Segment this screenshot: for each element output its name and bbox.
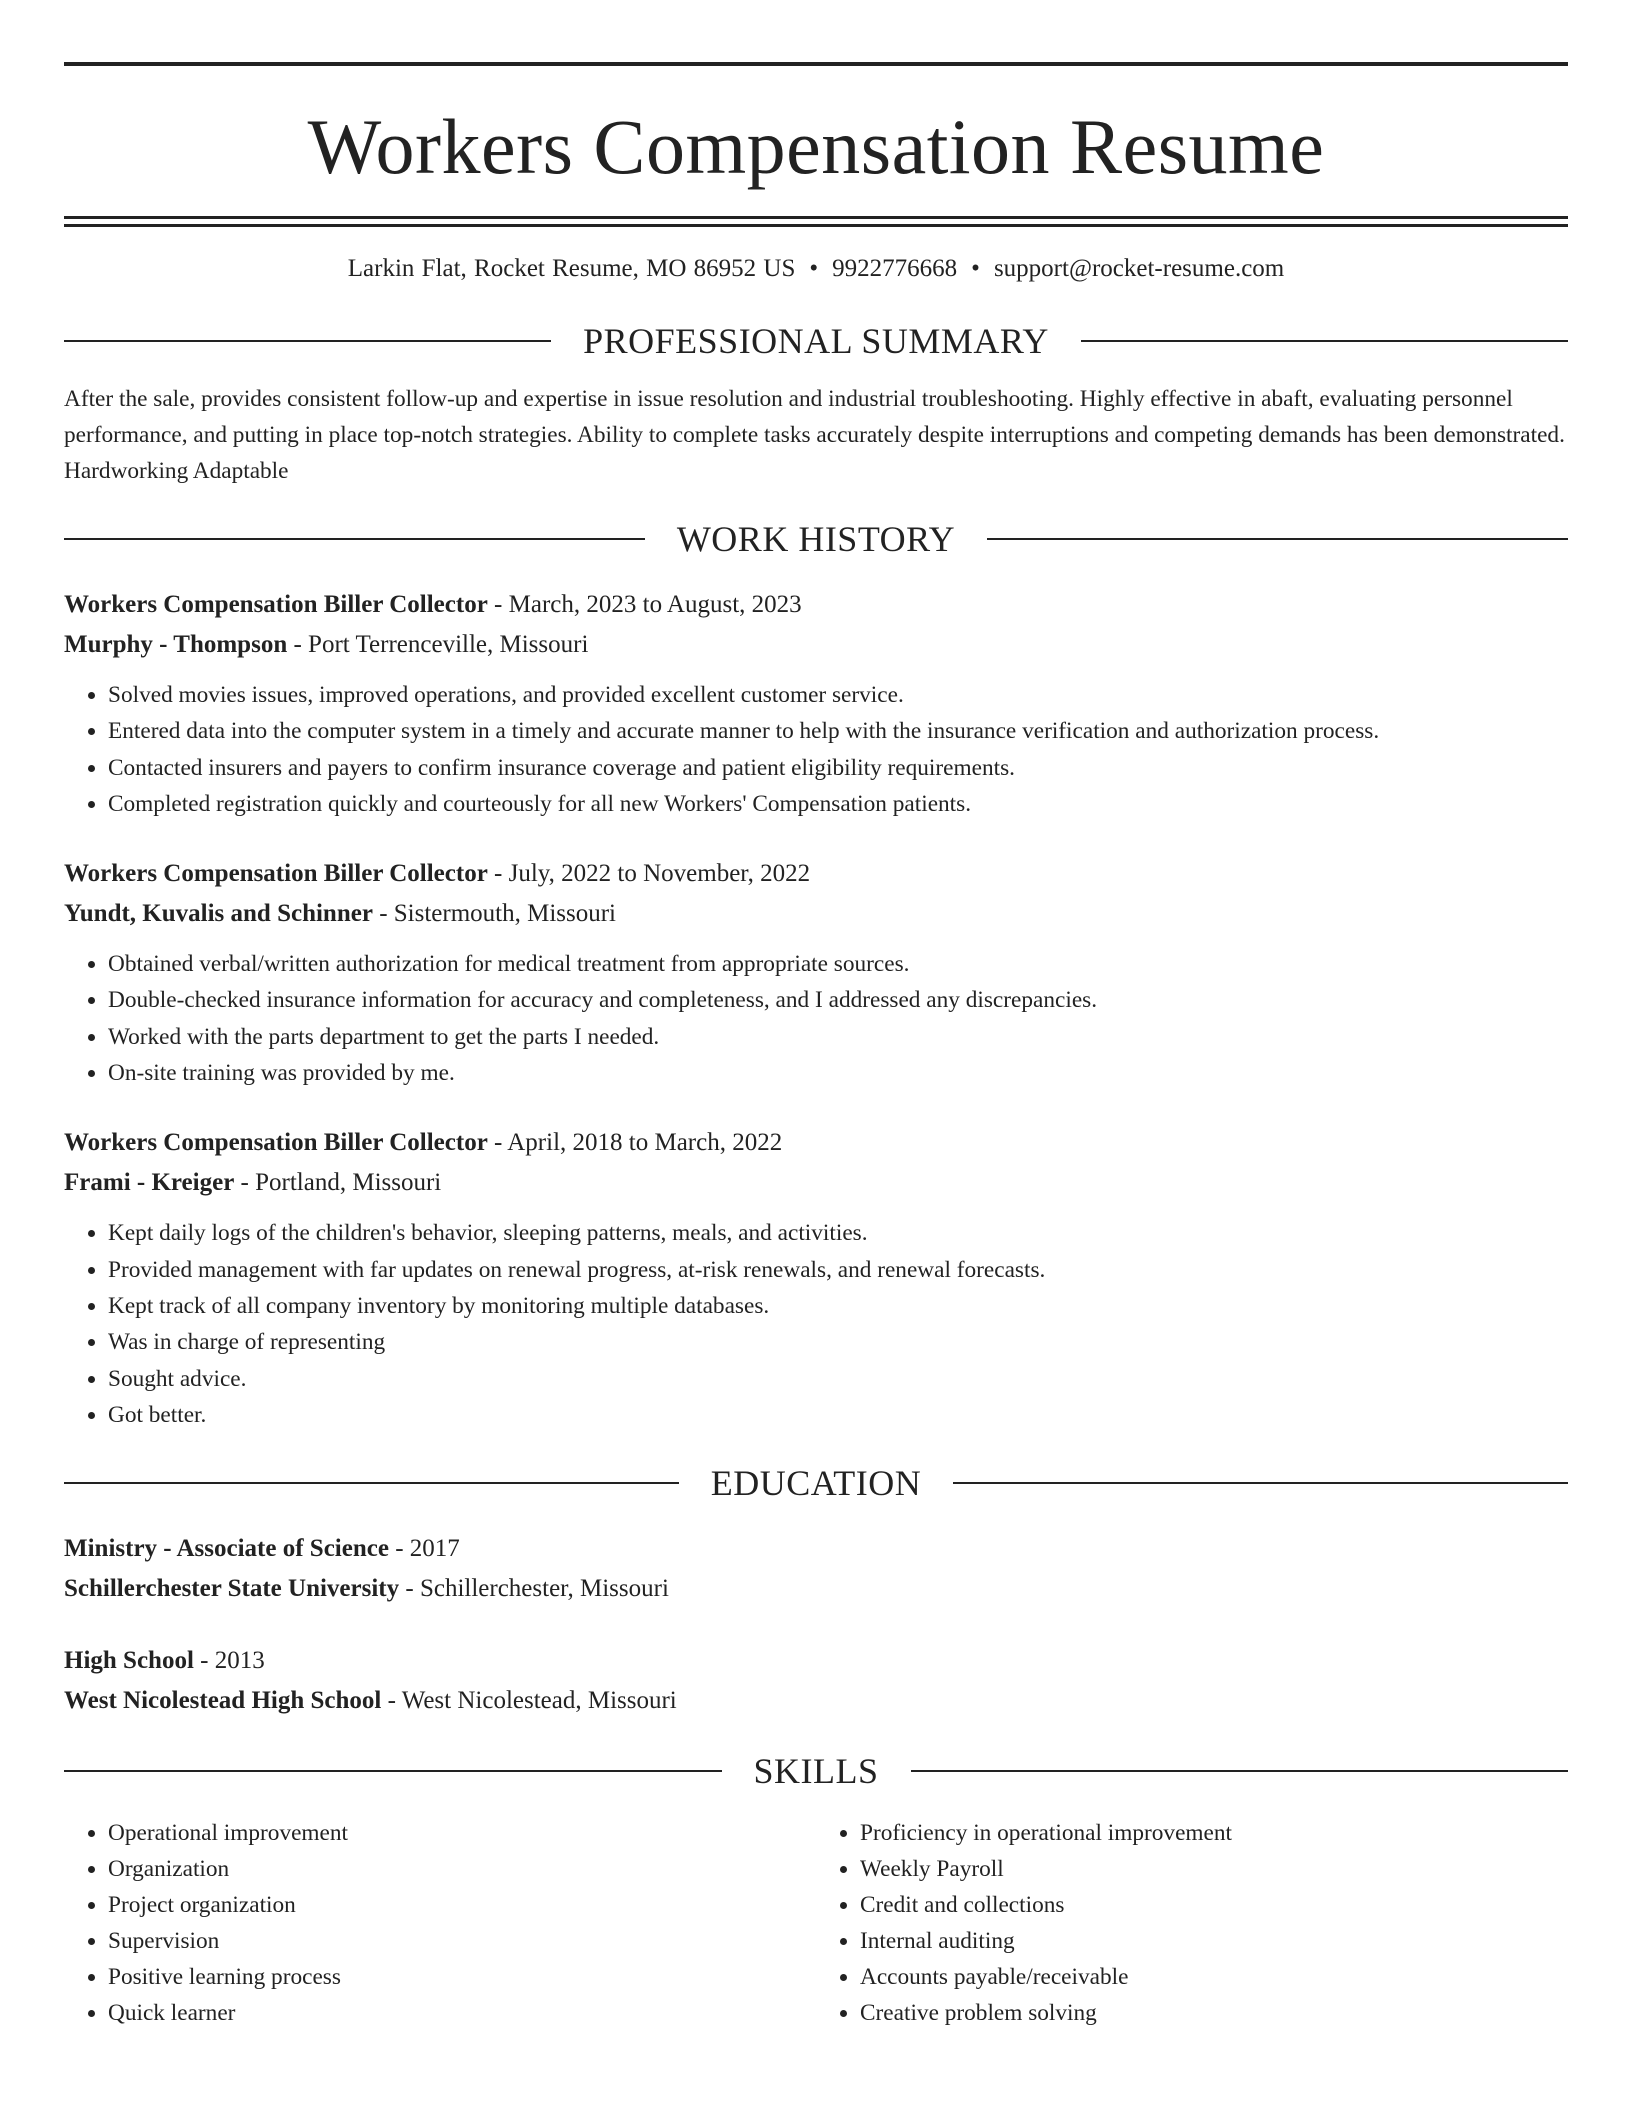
- education-degree: Ministry - Associate of Science: [64, 1535, 389, 1563]
- list-item: • Proficiency in operational improvement: [860, 1815, 1568, 1851]
- job-company: Yundt, Kuvalis and Schinner: [64, 900, 373, 928]
- list-item: • On-site training was provided by me.: [108, 1055, 1568, 1091]
- education-degree-line: [64, 1641, 1568, 1681]
- job-title: Workers Compensation Biller Collector: [64, 860, 488, 888]
- education-entry: [64, 1641, 1568, 1721]
- education-year: - 2013: [193, 1647, 265, 1675]
- job-bullets: [64, 1215, 1568, 1433]
- job-entry: [64, 1123, 1568, 1433]
- heading-rule: [1081, 340, 1568, 342]
- job-title: Workers Compensation Biller Collector: [64, 591, 488, 618]
- education-entry: [64, 1529, 1568, 1609]
- resume-content: [64, 62, 1568, 2031]
- top-rule: [64, 62, 1568, 66]
- list-item: • Internal auditing: [860, 1923, 1568, 1959]
- job-company: Murphy - Thompson: [64, 631, 288, 658]
- list-item: • Solved movies issues, improved operations, and provided excellent customer service.: [108, 677, 1568, 713]
- list-item: • Operational improvement: [108, 1815, 816, 1851]
- list-item: • Entered data into the computer system in a timely and accurate manner to help with the insurance verification and authorization process.: [108, 713, 1568, 749]
- heading-rule: [911, 1770, 1569, 1772]
- job-company-line: [64, 625, 1568, 665]
- section-title: SKILLS: [753, 1751, 879, 1792]
- list-item: • Accounts payable/receivable: [860, 1959, 1568, 1995]
- job-location: - Portland, Missouri: [234, 1169, 442, 1197]
- job-title-line: [64, 1123, 1568, 1163]
- job-dates: - March, 2023 to August, 2023: [487, 591, 802, 618]
- education-school-line: [64, 1569, 1568, 1609]
- job-entry: [64, 854, 1568, 1091]
- list-item: • Kept track of all company inventory by monitoring multiple databases.: [108, 1288, 1568, 1324]
- list-item: • Was in charge of representing: [108, 1324, 1568, 1360]
- contact-phone: 9922776668: [832, 255, 958, 282]
- list-item: • Project organization: [108, 1887, 816, 1923]
- education-school-line: [64, 1681, 1568, 1721]
- contact-email: support@rocket-resume.com: [993, 255, 1285, 282]
- list-item: • Supervision: [108, 1923, 816, 1959]
- heading-rule: [987, 538, 1568, 540]
- contact-separator: •: [809, 255, 819, 282]
- list-item: • Worked with the parts department to get the parts I needed.: [108, 1019, 1568, 1055]
- education-school: Schillerchester State University: [64, 1575, 400, 1603]
- job-entry: [64, 585, 1568, 822]
- summary-text: After the sale, provides consistent follow-up and expertise in issue resolution and industrial troubleshooting. Highly effective in abaft, evaluating personnel performance, and putting in place top-notch strategies. Ability to complete tasks accurately despite interruptions and competing demands has been demonstrated. Hardworking Adaptable: [64, 386, 1565, 484]
- job-title: Workers Compensation Biller Collector: [64, 1129, 488, 1157]
- section-heading-education: [64, 1461, 1568, 1505]
- contact-address: Larkin Flat, Rocket Resume, MO 86952 US: [347, 255, 796, 282]
- job-company: Frami - Kreiger: [64, 1169, 235, 1197]
- title-double-rule: [64, 216, 1568, 227]
- section-title: WORK HISTORY: [676, 519, 956, 559]
- skills-columns: [64, 1815, 1568, 2031]
- job-bullets: [64, 677, 1568, 822]
- list-item: • Completed registration quickly and courteously for all new Workers' Compensation patients.: [108, 786, 1568, 822]
- list-item: • Quick learner: [108, 1995, 816, 2031]
- education-school: West Nicolestead High School: [64, 1687, 382, 1715]
- job-company-line: [64, 894, 1568, 934]
- heading-rule: [64, 1482, 679, 1484]
- skills-list-left: [64, 1815, 816, 2031]
- section-heading-work-history: [64, 517, 1568, 561]
- list-item: • Got better.: [108, 1397, 1568, 1433]
- job-title-line: [64, 585, 1568, 625]
- section-title: PROFESSIONAL SUMMARY: [583, 321, 1049, 361]
- job-location: - Sistermouth, Missouri: [372, 900, 617, 928]
- section-title: EDUCATION: [710, 1463, 922, 1504]
- list-item: • Provided management with far updates on renewal progress, at-risk renewals, and renewal forecasts.: [108, 1252, 1568, 1288]
- list-item: • Double-checked insurance information for accuracy and completeness, and I addressed any discrepancies.: [108, 982, 1568, 1018]
- job-title-line: [64, 854, 1568, 894]
- job-company-line: [64, 1163, 1568, 1203]
- list-item: • Creative problem solving: [860, 1995, 1568, 2031]
- education-location: - West Nicolestead, Missouri: [381, 1687, 677, 1715]
- education-year: - 2017: [388, 1535, 460, 1563]
- list-item: • Kept daily logs of the children's behavior, sleeping patterns, meals, and activities.: [108, 1215, 1568, 1251]
- education-degree-line: [64, 1529, 1568, 1569]
- list-item: • Sought advice.: [108, 1361, 1568, 1397]
- job-location: - Port Terrenceville, Missouri: [287, 631, 589, 658]
- list-item: • Contacted insurers and payers to confirm insurance coverage and patient eligibility requirements.: [108, 750, 1568, 786]
- heading-rule: [64, 538, 645, 540]
- contact-separator: •: [971, 255, 980, 282]
- education-location: - Schillerchester, Missouri: [399, 1575, 669, 1603]
- list-item: • Organization: [108, 1851, 816, 1887]
- job-dates: - April, 2018 to March, 2022: [487, 1129, 783, 1157]
- list-item: • Positive learning process: [108, 1959, 816, 1995]
- job-bullets: [64, 946, 1568, 1091]
- skills-list-right: [816, 1815, 1568, 2031]
- section-heading-skills: [64, 1749, 1568, 1793]
- list-item: • Weekly Payroll: [860, 1851, 1568, 1887]
- heading-rule: [64, 1770, 722, 1772]
- heading-rule: [953, 1482, 1568, 1484]
- list-item: • Credit and collections: [860, 1887, 1568, 1923]
- list-item: • Obtained verbal/written authorization for medical treatment from appropriate sources.: [108, 946, 1568, 982]
- contact-line: [64, 255, 1568, 291]
- section-heading-summary: [64, 319, 1568, 363]
- education-degree: High School: [64, 1647, 194, 1675]
- heading-rule: [64, 340, 551, 342]
- resume-title: Workers Compensation Resume: [307, 103, 1325, 190]
- job-dates: - July, 2022 to November, 2022: [487, 860, 811, 888]
